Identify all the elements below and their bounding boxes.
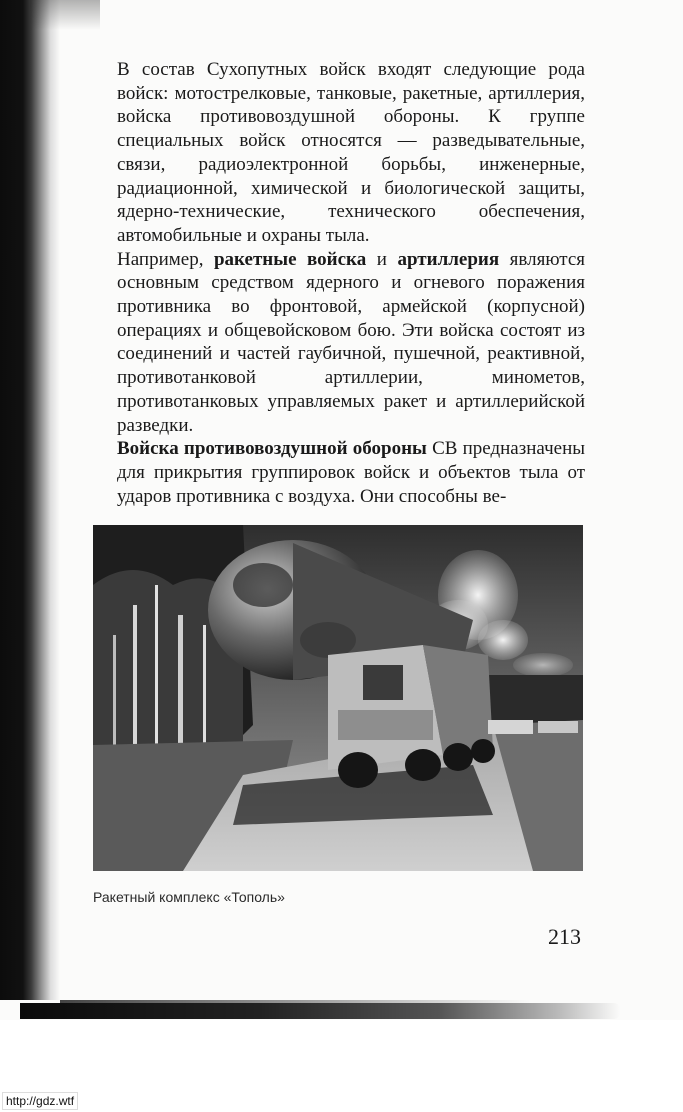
text-run: В состав Сухопутных войск входят следующие рода войск: мотострелковые, танковые, ракетные, артиллерия, войска противовоздушной обороны. К группе специальных войск относятся — разведывательные, связи, радиоэлектронной борьбы, инженерные, радиационной, химической и биологической защиты, ядерно-технические, технического обеспечения, автомобильные и охраны тыла. <box>117 59 585 246</box>
bold-term: Войска противовоздушной обороны <box>117 438 427 460</box>
topol-missile-photo <box>93 525 583 871</box>
watermark-link[interactable]: http://gdz.wtf <box>2 1092 78 1110</box>
bold-term: артиллерия <box>397 248 500 270</box>
photo-illustration <box>93 525 583 871</box>
paragraph-3 <box>117 437 585 508</box>
bold-term: ракетные войска <box>213 248 367 270</box>
photo-caption: Ракетный комплекс «Тополь» <box>93 889 285 905</box>
paragraph-1 <box>117 58 585 248</box>
book-spine-shadow <box>0 0 60 1000</box>
text-run: и <box>366 248 398 270</box>
body-text <box>117 58 585 508</box>
text-run: СВ предназначены для прикрытия группировок войск и объектов тыла от ударов противника с воздуха. Они способны ве- <box>117 438 585 507</box>
page-bottom-edge <box>20 1003 620 1019</box>
page-number: 213 <box>548 924 581 949</box>
text-run: Например, <box>117 248 214 270</box>
scan-margin <box>0 1020 683 1112</box>
text-run: являются основным средством ядерного и огневого поражения противника во фронтовой, армейской (корпусной) операциях и общевойсковом бою. Эти войска состоят из соединений и частей гаубичной, пушечной, реактивной, противотанковой артиллерии, минометов, противотанковых управляемых ракет и артиллерийской разведки. <box>117 248 585 436</box>
paragraph-2 <box>117 248 585 438</box>
top-shadow <box>30 0 100 30</box>
